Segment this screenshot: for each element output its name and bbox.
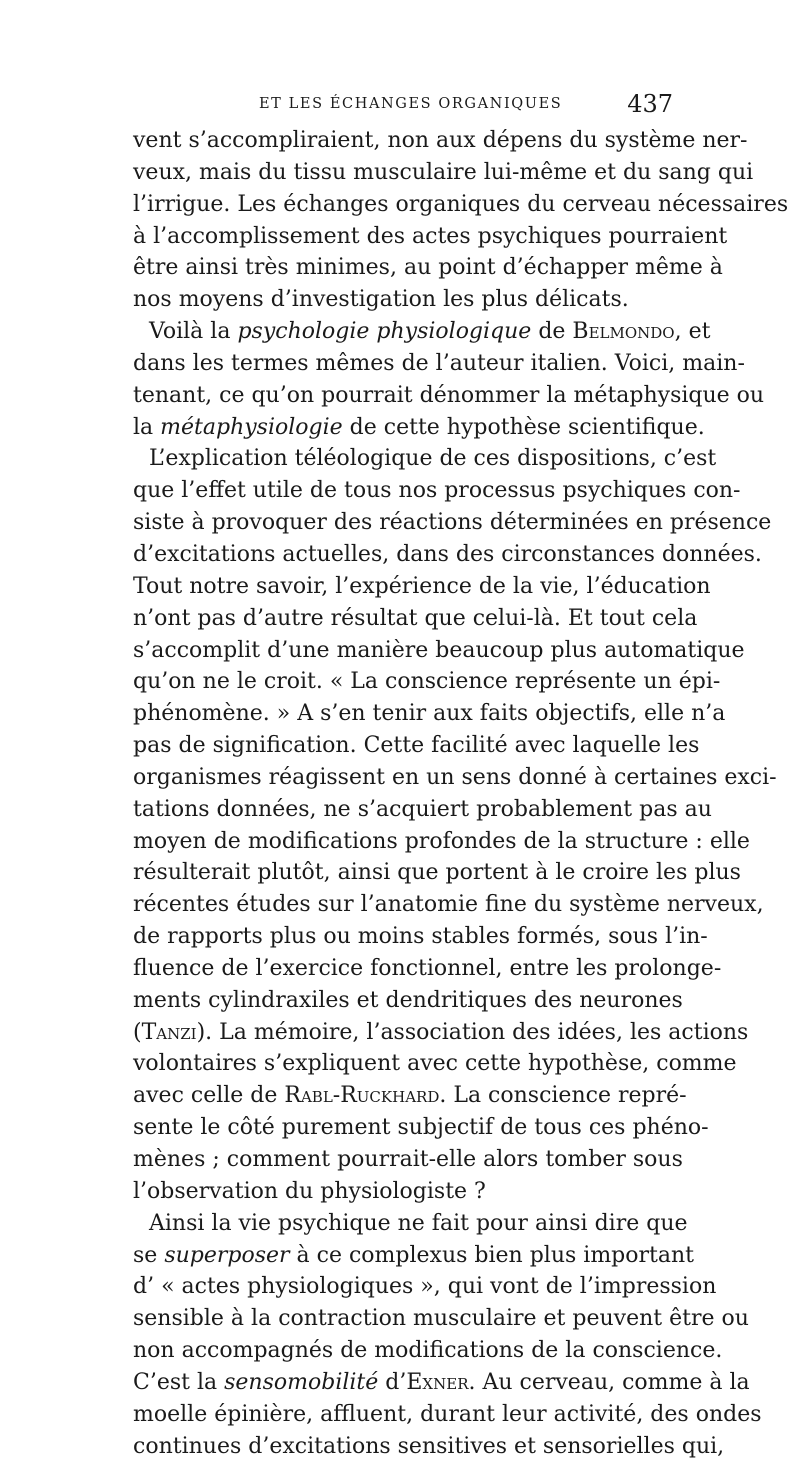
text-line: [133, 316, 711, 348]
italic-term: superposer: [164, 1242, 290, 1268]
text-line: [133, 125, 748, 157]
text-segment: . Au cerveau, comme à la: [468, 1369, 750, 1395]
text-segment: d’excitations actuelles, dans des circonstances données.: [133, 541, 762, 567]
text-segment: sente le côté purement subjectif de tous ces phéno-: [133, 1115, 709, 1141]
text-segment: se: [133, 1242, 165, 1268]
text-line: [133, 1399, 762, 1431]
text-line: [133, 1335, 723, 1367]
text-line: [133, 953, 722, 985]
text-line: [133, 157, 754, 189]
italic-term: sensomobilité: [224, 1369, 379, 1395]
text-segment: résulterait plutôt, ainsi que portent à le croire les plus: [133, 860, 741, 886]
text-segment: d’ « actes physiologiques », qui vont de l’impression: [133, 1274, 717, 1300]
text-segment: Tout notre savoir, l’expérience de la vie, l’éducation: [133, 573, 711, 599]
text-line: [133, 730, 700, 762]
text-segment: C’est la: [133, 1369, 225, 1395]
text-segment: moyen de modifications profondes de la structure : elle: [133, 828, 750, 854]
text-line: [133, 475, 741, 507]
text-segment: récentes études sur l’anatomie fine du système nerveux,: [133, 892, 764, 918]
text-segment: à l’accomplissement des actes psychiques pourraient: [133, 223, 728, 249]
text-line: [133, 698, 726, 730]
text-line: [133, 985, 683, 1017]
page-number: 437: [627, 90, 673, 118]
text-segment: pas de signification. Cette facilité avec laquelle les: [133, 733, 700, 759]
text-segment: que l’effet utile de tous nos processus psychiques con-: [133, 478, 741, 504]
text-line: [133, 507, 772, 539]
text-line: [133, 666, 721, 698]
text-segment: avec celle de: [133, 1083, 285, 1109]
author-name: Belmondo: [572, 319, 675, 345]
text-line: [133, 826, 750, 858]
text-line: [133, 1048, 737, 1080]
text-line: [133, 189, 789, 221]
text-line: [133, 1431, 725, 1462]
text-segment: mènes ; comment pourrait-elle alors tomber sous: [133, 1147, 683, 1172]
text-segment: nos moyens d’investigation les plus délicats.: [133, 287, 629, 313]
text-line: [133, 1271, 717, 1303]
text-segment: (: [133, 1019, 142, 1045]
text-line: [133, 1303, 749, 1335]
text-segment: Voilà la: [149, 319, 238, 345]
text-segment: Ainsi la vie psychique ne fait pour ainsi dire que: [149, 1210, 688, 1236]
text-segment: qu’on ne le croit. « La conscience représente un épi-: [133, 669, 721, 695]
text-segment: , et: [674, 319, 711, 345]
text-segment: . La conscience repré-: [439, 1083, 687, 1109]
author-name: Tanzi: [141, 1019, 197, 1045]
text-segment: veux, mais du tissu musculaire lui-même et du sang qui: [133, 159, 754, 185]
text-line: [133, 1080, 687, 1112]
text-line: [133, 857, 741, 889]
text-segment: l’irrigue. Les échanges organiques du cerveau nécessaires: [133, 191, 789, 217]
text-line: [133, 221, 728, 253]
text-segment: tenant, ce qu’on pourrait dénommer la métaphysique ou: [133, 382, 765, 408]
text-segment: de rapports plus ou moins stables formés, sous l’in-: [133, 924, 708, 950]
running-title: ET LES ÉCHANGES ORGANIQUES: [259, 96, 563, 112]
text-segment: n’ont pas d’autre résultat que celui-là. Et tout cela: [133, 605, 698, 631]
text-segment: organismes réagissent en un sens donné à certaines exci-: [133, 764, 777, 790]
text-line: [133, 1017, 749, 1049]
text-segment: de: [531, 319, 573, 345]
text-line: [133, 1112, 709, 1144]
text-segment: l’observation du physiologiste ?: [133, 1178, 486, 1204]
text-segment: de cette hypothèse scientifique.: [342, 414, 705, 440]
text-segment: fluence de l’exercice fonctionnel, entre les prolonge-: [133, 955, 722, 981]
text-line: [133, 443, 717, 475]
text-line: [133, 1208, 688, 1240]
text-line: [133, 380, 765, 412]
text-segment: non accompagnés de modifications de la conscience.: [133, 1338, 723, 1364]
text-line: [133, 762, 777, 794]
text-line: [133, 1144, 683, 1176]
text-line: [133, 889, 764, 921]
text-line: [133, 1176, 673, 1208]
text-line: [133, 284, 673, 316]
text-segment: phénomène. » A s’en tenir aux faits objectifs, elle n’a: [133, 701, 726, 727]
text-segment: s’accomplit d’une manière beaucoup plus automatique: [133, 637, 745, 663]
text-line: [133, 348, 745, 380]
text-segment: dans les termes mêmes de l’auteur italien. Voici, main-: [133, 350, 745, 376]
text-segment: d’: [378, 1369, 407, 1395]
text-line: [133, 539, 762, 571]
text-segment: moelle épinière, affluent, durant leur activité, des ondes: [133, 1401, 762, 1427]
italic-term: métaphysiologie: [160, 414, 343, 440]
text-segment: L’explication téléologique de ces dispositions, c’est: [149, 446, 717, 472]
text-line: [133, 921, 708, 953]
text-segment: sensible à la contraction musculaire et peuvent être ou: [133, 1306, 749, 1332]
running-header: [135, 92, 673, 120]
text-segment: ). La mémoire, l’association des idées, les actions: [196, 1019, 749, 1045]
italic-term: psychologie physiologique: [237, 319, 532, 345]
text-line: [133, 1367, 750, 1399]
text-segment: volontaires s’expliquent avec cette hypothèse, comme: [133, 1051, 737, 1077]
text-segment: vent s’accompliraient, non aux dépens du système ner-: [133, 128, 748, 153]
text-segment: siste à provoquer des réactions déterminées en présence: [133, 510, 772, 536]
text-segment: la: [133, 414, 161, 440]
body-text: [133, 125, 789, 1462]
text-segment: tations données, ne s’acquiert probablement pas au: [133, 796, 712, 822]
text-segment: ments cylindraxiles et dendritiques des neurones: [133, 987, 683, 1013]
text-line: [133, 412, 705, 444]
text-line: [133, 794, 712, 826]
text-line: [133, 1240, 694, 1272]
text-line: [133, 571, 711, 603]
text-segment: à ce complexus bien plus important: [289, 1242, 694, 1268]
text-line: [133, 252, 723, 284]
author-name: Exner: [406, 1369, 469, 1395]
text-segment: continues d’excitations sensitives et sensorielles qui,: [133, 1433, 725, 1459]
text-line: [133, 603, 698, 635]
text-segment: être ainsi très minimes, au point d’échapper même à: [133, 255, 723, 281]
author-name: Rabl-Ruckhard: [284, 1083, 440, 1109]
text-line: [133, 635, 745, 667]
